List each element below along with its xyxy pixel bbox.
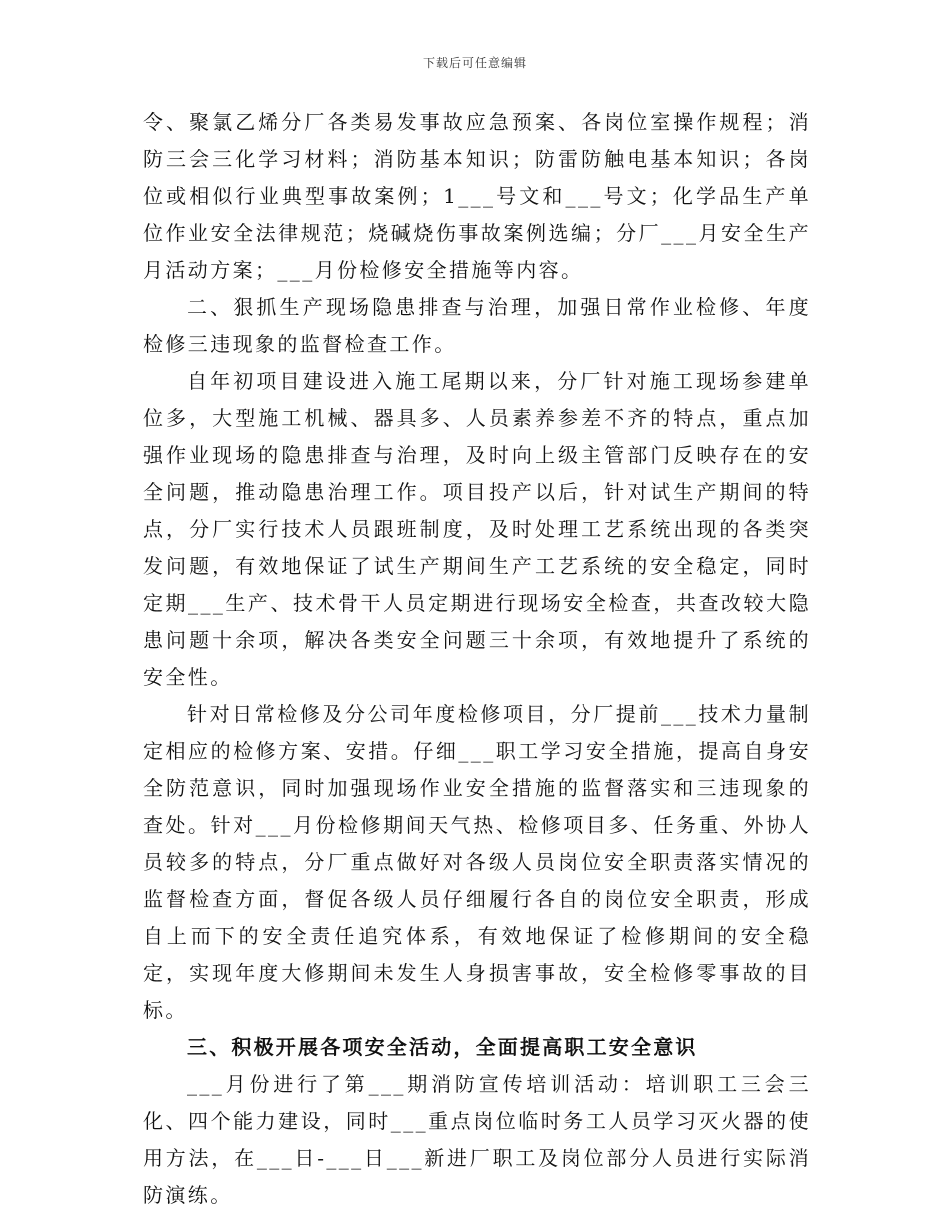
paragraph-fire-training: ___月份进行了第___期消防宣传培训活动：培训职工三会三化、四个能力建设，同时___重点岗位临时务工人员学习灭火器的使用方法，在___日-___日___新进厂职工及岗位部分人员进行实际消防演练。 xyxy=(143,1072,811,1207)
document-body xyxy=(143,104,811,1214)
paragraph-section-two-title: 二、狠抓生产现场隐患排查与治理，加强日常作业检修、年度检修三违现象的监督检查工作。 xyxy=(143,295,811,356)
section-heading-three: 三、积极开展各项安全活动，全面提高职工安全意识 xyxy=(187,1035,698,1059)
paragraph-maintenance: 针对日常检修及分公司年度检修项目，分厂提前___技术力量制定相应的检修方案、安措。仔细___职工学习安全措施，提高自身安全防范意识，同时加强现场作业安全措施的监督落实和三违现象的查处。针对___月份检修期间天气热、检修项目多、任务重、外协人员较多的特点，分厂重点做好对各级人员岗位安全职责落实情况的监督检查方面，督促各级人员仔细履行各自的岗位安全职责，形成自上而下的安全责任追究体系，有效地保证了检修期间的安全稳定，实现年度大修期间未发生人身损害事故，安全检修零事故的目标。 xyxy=(143,702,811,1022)
page-header: 下载后可任意编辑 xyxy=(422,56,527,70)
paragraph-construction-hazards: 自年初项目建设进入施工尾期以来，分厂针对施工现场参建单位多，大型施工机械、器具多、人员素养参差不齐的特点，重点加强作业现场的隐患排查与治理，及时向上级主管部门反映存在的安全问题，推动隐患治理工作。项目投产以后，针对试生产期间的特点，分厂实行技术人员跟班制度，及时处理工艺系统出现的各类突发问题，有效地保证了试生产期间生产工艺系统的安全稳定，同时定期___生产、技术骨干人员定期进行现场安全检查，共查改较大隐患问题十余项，解决各类安全问题三十余项，有效地提升了系统的安全性。 xyxy=(143,369,811,689)
paragraph-continuation: 令、聚氯乙烯分厂各类易发事故应急预案、各岗位室操作规程；消防三会三化学习材料；消防基本知识；防雷防触电基本知识；各岗位或相似行业典型事故案例；1___号文和___号文；化学品生产单位作业安全法律规范；烧碱烧伤事故案例选编；分厂___月安全生产月活动方案；___月份检修安全措施等内容。 xyxy=(143,110,811,282)
